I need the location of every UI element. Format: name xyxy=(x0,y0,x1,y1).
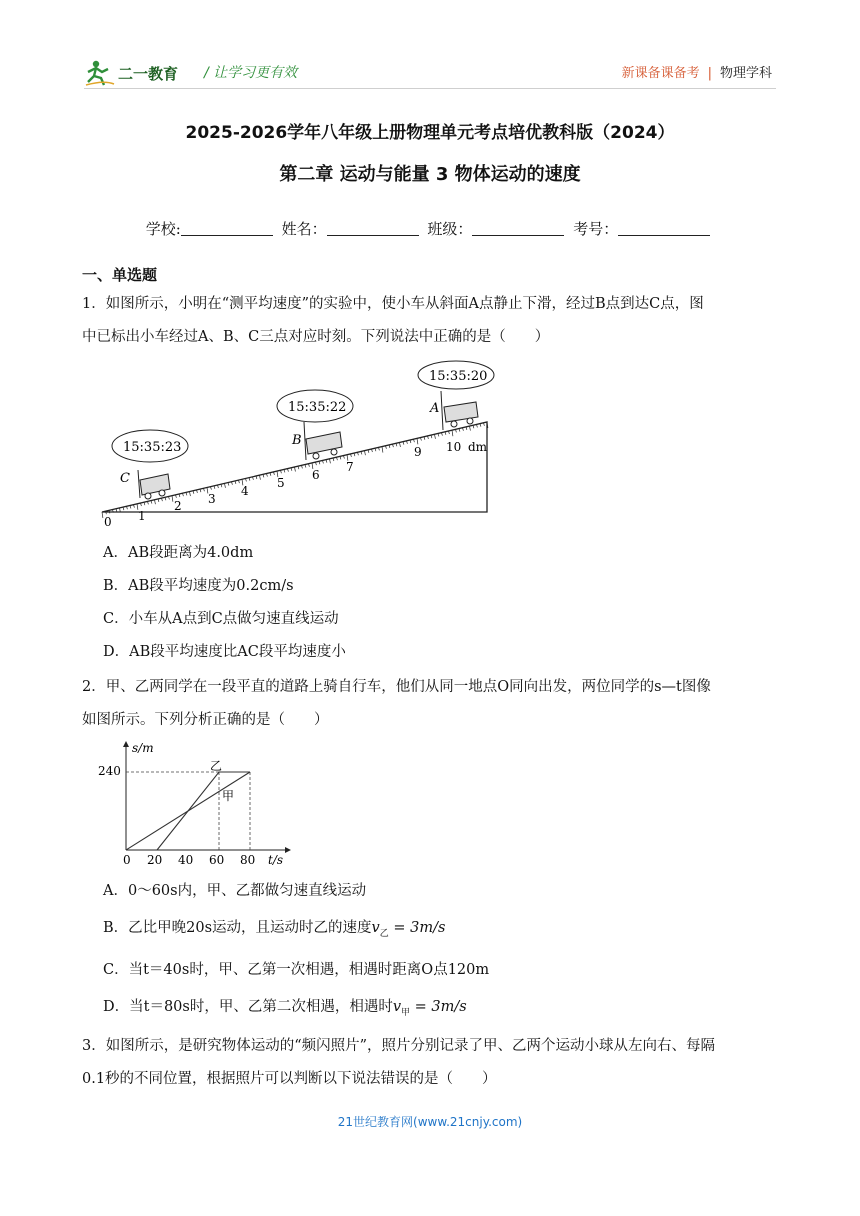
q3-stem xyxy=(82,1030,782,1096)
page-title: 2025-2026学年八年级上册物理单元考点培优教科版（2024） xyxy=(185,123,675,143)
time-b: 15:35:22 xyxy=(288,400,347,415)
series-label-yi: 乙 xyxy=(210,759,223,773)
ruler-tick xyxy=(470,426,471,431)
ruler-2: 2 xyxy=(174,499,182,513)
series-label-jia: 甲 xyxy=(222,789,235,803)
ruler-tick xyxy=(417,438,418,444)
ruler-tick xyxy=(225,483,226,488)
class-label: 班级： xyxy=(427,220,473,238)
school-label: 学校: xyxy=(145,220,181,238)
cart-c xyxy=(112,430,188,499)
y-tick-240: 240 xyxy=(98,764,121,778)
ruler-tick xyxy=(260,475,261,480)
ruler-4: 4 xyxy=(241,484,249,498)
ruler-tick xyxy=(172,496,173,502)
q2-option-d-sub: 甲 xyxy=(401,1007,411,1018)
label-c: C xyxy=(120,471,130,486)
runner-logo-icon xyxy=(84,58,194,88)
class-blank[interactable] xyxy=(472,221,564,236)
x-axis-label: t/s xyxy=(268,853,284,867)
ruler-tick xyxy=(382,447,383,453)
q1-option-b[interactable]: B．AB段平均速度为0.2cm/s xyxy=(103,578,294,594)
q2-option-d-text: D．当t＝80s时，甲、乙第二次相遇，相遇时 xyxy=(103,999,393,1015)
q1-option-c[interactable]: C．小车从A点到C点做匀速直线运动 xyxy=(103,611,339,627)
page-subtitle: 第二章 运动与能量 3 物体运动的速度 xyxy=(279,164,581,185)
ruler-tick xyxy=(400,442,401,447)
q1-stem-line2: 中已标出小车经过A、B、C三点对应时刻。下列说法中正确的是（ ） xyxy=(82,329,550,345)
ruler-tick xyxy=(330,459,331,464)
q2-option-c[interactable]: C．当t＝40s时，甲、乙第一次相遇，相遇时距离O点120m xyxy=(103,962,490,978)
section-heading: 一、单选题 xyxy=(82,266,158,284)
q2-option-b-v: v xyxy=(371,920,380,936)
x-tick-40: 40 xyxy=(178,853,194,867)
header-course: 新课备课备考 xyxy=(621,66,700,81)
ruler-6: 6 xyxy=(312,468,320,482)
series-line-yi xyxy=(157,772,250,850)
name-label: 姓名： xyxy=(281,220,327,238)
exam-no-blank[interactable] xyxy=(618,221,710,236)
st-chart xyxy=(96,740,296,870)
ruler-tick xyxy=(435,434,436,439)
q2-option-d-eq: = 3m/s xyxy=(410,999,467,1015)
q3-stem-line2: 0.1秒的不同位置，根据照片可以判断以下说法错误的是（ ） xyxy=(82,1071,497,1087)
q2-option-b-eq: = 3m/s xyxy=(388,920,446,936)
q2-stem-line2: 如图所示。下列分析正确的是（ ） xyxy=(82,712,329,728)
exam-no-label: 考号： xyxy=(573,220,619,238)
q1-option-d[interactable]: D．AB段平均速度比AC段平均速度小 xyxy=(103,644,346,660)
header-divider xyxy=(84,88,776,89)
name-blank[interactable] xyxy=(327,221,419,236)
q2-option-d-v: v xyxy=(392,999,402,1015)
q1-stem-line1: 1．如图所示，小明在“测平均速度”的实验中，使小车从斜面A点静止下滑，经过B点到达C点，图 xyxy=(82,296,704,312)
ruler-tick xyxy=(295,467,296,472)
ruler-zero: 0 xyxy=(104,515,112,529)
slogan: / 让学习更有效 xyxy=(204,65,298,81)
ruler-5: 5 xyxy=(277,476,285,490)
time-a: 15:35:20 xyxy=(429,369,488,384)
cart-a xyxy=(418,361,494,430)
q1-stem xyxy=(82,288,782,354)
ruler-9: 9 xyxy=(414,445,422,459)
x-tick-0: 0 xyxy=(123,853,131,867)
q2-stem-line1: 2．甲、乙两同学在一段平直的道路上骑自行车，他们从同一地点O同向出发，两位同学的s—t图像 xyxy=(82,679,711,695)
label-a: A xyxy=(430,401,440,416)
q2-option-b[interactable] xyxy=(103,916,445,939)
ruler-7: 7 xyxy=(346,460,354,474)
y-axis-label: s/m xyxy=(132,741,154,755)
ruler-3: 3 xyxy=(208,492,216,506)
q2-option-d[interactable] xyxy=(103,995,467,1018)
q2-stem xyxy=(82,671,782,737)
incline-figure xyxy=(100,360,500,530)
school-blank[interactable] xyxy=(181,221,273,236)
ruler-tick xyxy=(102,512,103,518)
ruler-tick xyxy=(365,451,366,456)
header-separator: | xyxy=(707,66,712,81)
ruler-unit: dm xyxy=(468,440,488,454)
ruler-tick xyxy=(190,492,191,497)
label-b: B xyxy=(292,433,302,448)
q2-option-b-text: B．乙比甲晚20s运动，且运动时乙的速度 xyxy=(103,920,372,936)
ruler-tick xyxy=(155,500,156,505)
header-subject xyxy=(622,62,772,81)
series-line-jia xyxy=(126,772,250,850)
ruler-10: 10 xyxy=(446,440,462,454)
student-info xyxy=(0,218,860,239)
x-tick-80: 80 xyxy=(240,853,256,867)
ruler-1: 1 xyxy=(138,509,146,523)
cart-b xyxy=(277,390,353,460)
footer-link[interactable]: 21世纪教育网(www.21cnjy.com) xyxy=(337,1115,523,1129)
x-tick-60: 60 xyxy=(209,853,225,867)
q3-stem-line1: 3．如图所示，是研究物体运动的“频闪照片”，照片分别记录了甲、乙两个运动小球从左向右、每隔 xyxy=(82,1038,716,1054)
header-discipline: 物理学科 xyxy=(719,66,772,81)
time-c: 15:35:23 xyxy=(123,440,182,455)
ruler-tick xyxy=(452,430,453,436)
logo xyxy=(84,58,194,88)
q2-option-a[interactable]: A．0～60s内，甲、乙都做匀速直线运动 xyxy=(103,883,367,899)
q1-option-a[interactable]: A．AB段距离为4.0dm xyxy=(103,545,254,561)
chart-plot-area xyxy=(126,772,250,850)
logo-text: 二一教育 xyxy=(118,65,179,83)
q2-option-b-sub: 乙 xyxy=(379,928,389,939)
x-tick-20: 20 xyxy=(147,853,163,867)
